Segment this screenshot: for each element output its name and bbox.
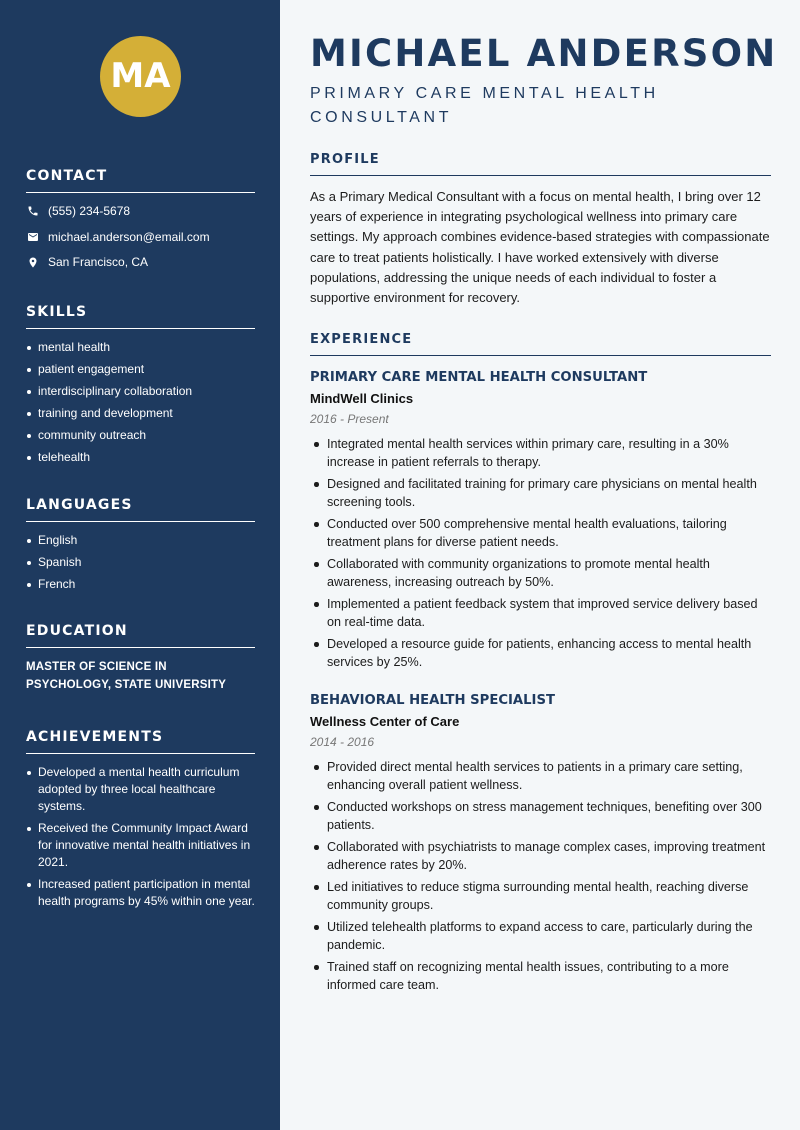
skill-item: patient engagement <box>26 361 255 378</box>
job-bullet: Led initiatives to reduce stigma surrounding mental health, reaching diverse community groups. <box>310 878 771 914</box>
job-title: BEHAVIORAL HEALTH SPECIALIST <box>310 693 555 708</box>
achievement-item: Increased patient participation in mental health programs by 45% within one year. <box>26 876 255 910</box>
education-degree: MASTER OF SCIENCE IN PSYCHOLOGY, STATE UNIVERSITY <box>26 661 227 691</box>
candidate-name: MICHAEL ANDERSON <box>310 32 778 75</box>
language-item: Spanish <box>26 554 255 571</box>
phone-text: (555) 234-5678 <box>48 204 131 218</box>
languages-section <box>26 497 255 598</box>
achievements-list <box>26 764 255 910</box>
contact-heading: CONTACT <box>26 168 255 193</box>
skill-item: training and development <box>26 405 255 422</box>
job-bullets <box>310 435 771 671</box>
job-bullet: Designed and facilitated training for primary care physicians on mental health screening tools. <box>310 475 771 511</box>
profile-heading: PROFILE <box>310 152 771 176</box>
education-section <box>26 623 255 694</box>
candidate-title: PRIMARY CARE MENTAL HEALTH CONSULTANT <box>310 85 659 126</box>
achievement-item: Developed a mental health curriculum adopted by three local healthcare systems. <box>26 764 255 815</box>
job-dates: 2016 - Present <box>310 412 389 426</box>
language-item: French <box>26 576 255 593</box>
skills-list <box>26 339 255 466</box>
profile-text: As a Primary Medical Consultant with a focus on mental health, I bring over 12 years of experience in integrating psychological wellness into primary care settings. My approach combines evidence-based strategies with compassionate care to treat patients holistically. I have worked extensively with diverse populations, addressing the unique needs of each individual to foster a supportive environment for recovery. <box>310 189 770 306</box>
skill-item: telehealth <box>26 449 255 466</box>
job-bullet: Collaborated with psychiatrists to manage complex cases, improving treatment adherence rates by 20%. <box>310 838 771 874</box>
job-bullet: Developed a resource guide for patients, enhancing access to mental health services by 25%. <box>310 635 771 671</box>
contact-location <box>26 254 255 270</box>
location-text: San Francisco, CA <box>48 255 149 269</box>
job-entry <box>310 370 771 675</box>
job-bullets <box>310 758 771 994</box>
education-heading: EDUCATION <box>26 623 255 648</box>
languages-list <box>26 532 255 593</box>
job-bullet: Utilized telehealth platforms to expand access to care, particularly during the pandemic. <box>310 918 771 954</box>
job-bullet: Provided direct mental health services to patients in a primary care setting, enhancing overall patient wellness. <box>310 758 771 794</box>
location-pin-icon <box>26 256 39 269</box>
job-bullet: Integrated mental health services within primary care, resulting in a 30% increase in patient referrals to therapy. <box>310 435 771 471</box>
email-icon <box>26 230 39 243</box>
avatar: MA <box>100 36 181 117</box>
phone-icon <box>26 205 39 218</box>
job-bullet: Implemented a patient feedback system that improved service delivery based on real-time data. <box>310 595 771 631</box>
contact-section <box>26 168 255 280</box>
job-bullet: Conducted workshops on stress management techniques, benefiting over 300 patients. <box>310 798 771 834</box>
contact-email <box>26 229 255 245</box>
job-bullet: Conducted over 500 comprehensive mental health evaluations, tailoring treatment plans for diverse patient needs. <box>310 515 771 551</box>
email-text: michael.anderson@email.com <box>48 229 210 244</box>
job-company: MindWell Clinics <box>310 391 414 406</box>
contact-phone <box>26 203 255 219</box>
job-company: Wellness Center of Care <box>310 714 460 729</box>
job-title: PRIMARY CARE MENTAL HEALTH CONSULTANT <box>310 370 648 385</box>
skill-item: community outreach <box>26 427 255 444</box>
languages-heading: LANGUAGES <box>26 497 255 522</box>
skill-item: mental health <box>26 339 255 356</box>
job-bullet: Trained staff on recognizing mental health issues, contributing to a more informed care team. <box>310 958 771 994</box>
achievements-section <box>26 729 255 915</box>
experience-heading: EXPERIENCE <box>310 332 771 356</box>
skill-item: interdisciplinary collaboration <box>26 383 255 400</box>
achievement-item: Received the Community Impact Award for innovative mental health initiatives in 2021. <box>26 820 255 871</box>
language-item: English <box>26 532 255 549</box>
skills-heading: SKILLS <box>26 304 255 329</box>
skills-section <box>26 304 255 471</box>
job-bullet: Collaborated with community organizations to promote mental health awareness, increasing outreach by 50%. <box>310 555 771 591</box>
job-dates: 2014 - 2016 <box>310 735 375 749</box>
job-entry <box>310 693 771 998</box>
achievements-heading: ACHIEVEMENTS <box>26 729 255 754</box>
sidebar <box>0 0 280 1130</box>
